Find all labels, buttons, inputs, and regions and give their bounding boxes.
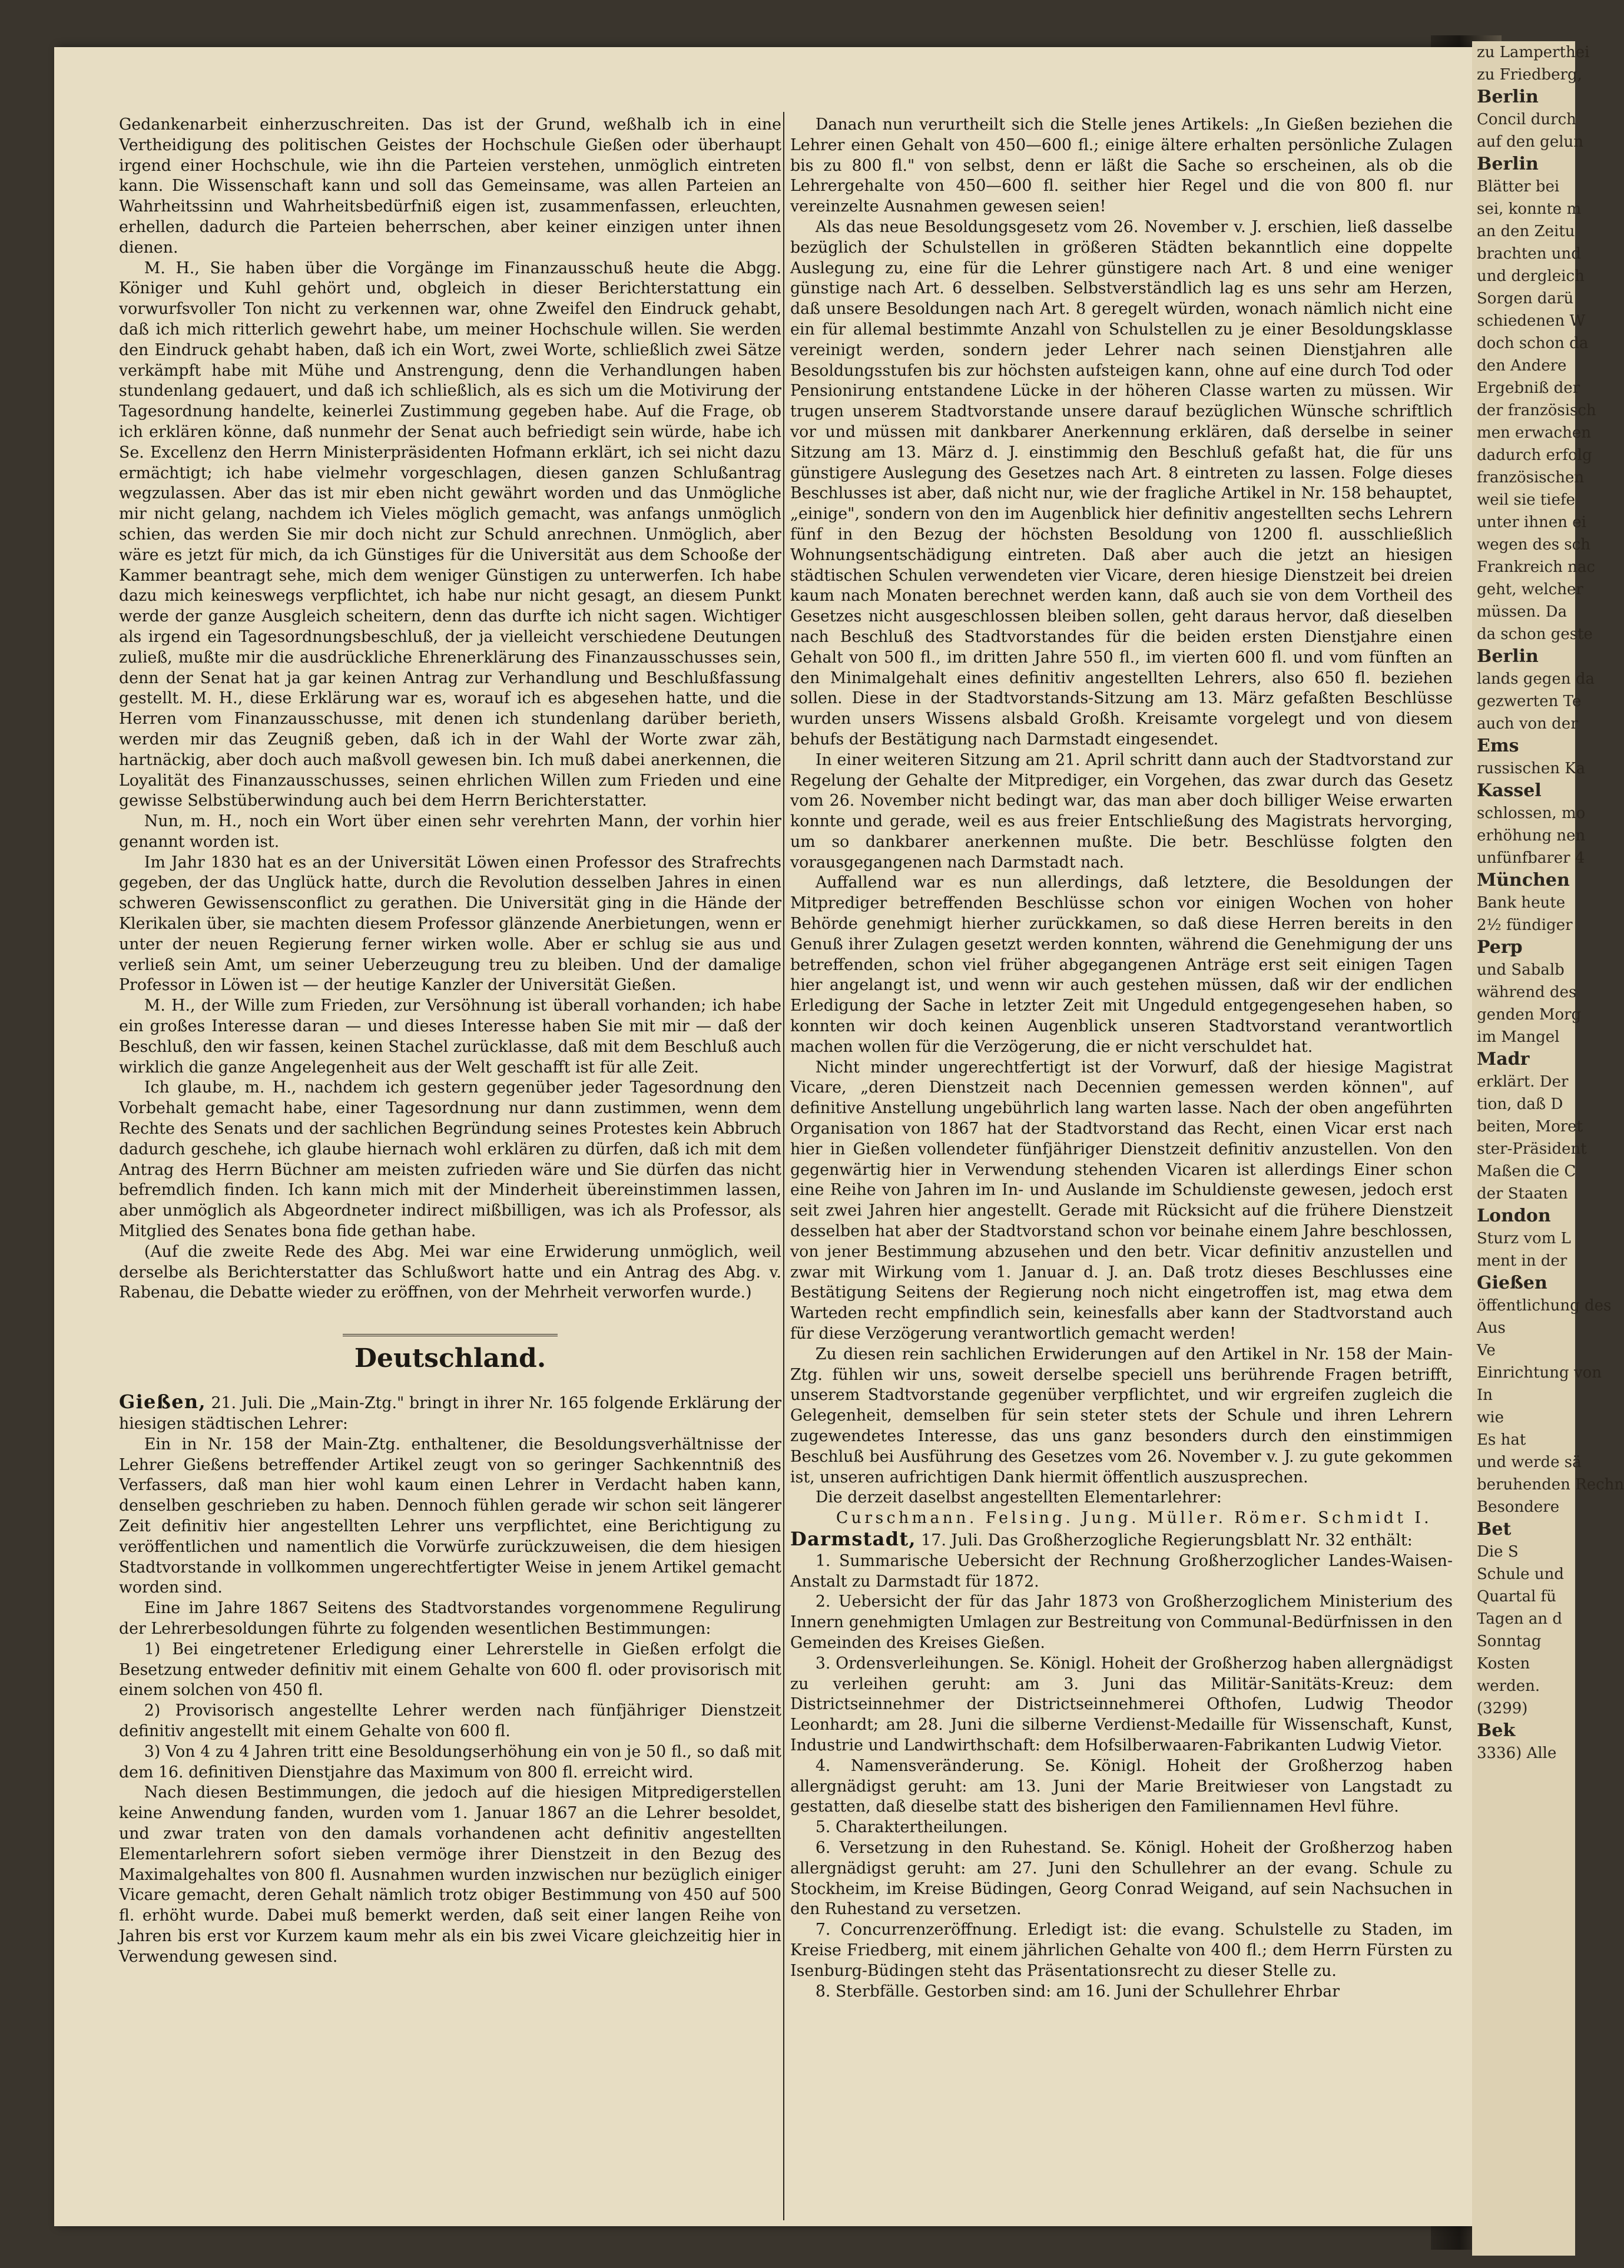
- list-item: 3. Ordensverleihungen. Se. Königl. Hoheit der Großherzog haben allergnädigst zu verleihen geruht: am 3. Juni das Militär-Sanitäts-Kreuz: dem Districtseinnehmer der Districtseinnehmerei Ofthofen, Ludwig Theodor Leonhardt; am 28. Juni die silberne Verdienst-Medaille für Wissenschaft, Kunst, Industrie und Landwirthschaft: dem Hofsilberwaaren-Fabrikanten Ludwig Vietor.: [790, 1654, 1453, 1754]
- adjacent-page-fragment: Maßen die C: [1477, 1163, 1576, 1180]
- adjacent-page-fragment: Schule und: [1477, 1565, 1564, 1583]
- adjacent-page-fragment: müssen. Da: [1477, 603, 1567, 621]
- adjacent-page-fragment: unter ihnen ei: [1477, 514, 1586, 531]
- dateline-place: Gießen,: [119, 1390, 206, 1413]
- dateline-place: Darmstadt,: [790, 1527, 916, 1550]
- adjacent-page-fragment: und Sabalb: [1477, 961, 1565, 979]
- list-item: 2) Provisorisch angestellte Lehrer werden nach fünfjähriger Dienstzeit definitiv angestellt mit einem Gehalte von 600 fl.: [119, 1701, 781, 1740]
- adjacent-page-fragment: Gießen: [1477, 1273, 1547, 1293]
- adjacent-page-fragment: erhöhung nen: [1477, 827, 1586, 845]
- paragraph: Eine im Jahre 1867 Seitens des Stadtvorstandes vorgenommene Regulirung der Lehrerbesoldungen führte zu folgenden wesentlichen Bestimmungen:: [119, 1599, 781, 1638]
- adjacent-page-fragment: tion, daß D: [1477, 1095, 1563, 1113]
- adjacent-page-fragment: dadurch erfolg: [1477, 446, 1592, 464]
- right-column: [790, 115, 1453, 2217]
- adjacent-page-fragment: Madr: [1477, 1049, 1530, 1070]
- adjacent-page-fragment: Ve: [1477, 1342, 1496, 1359]
- adjacent-page-fragment: Sonntag: [1477, 1633, 1542, 1650]
- paragraph: (Auf die zweite Rede des Abg. Mei war eine Erwiderung unmöglich, weil derselbe als Berichterstatter das Schlußwort hatte und ein Antrag des Abg. v. Rabenau, die Debatte wieder zu eröffnen, von der Mehrheit verworfen wurde.): [119, 1242, 781, 1302]
- list-item: 3) Von 4 zu 4 Jahren tritt eine Besoldungserhöhung ein von je 50 fl., so daß mit dem 16. definitiven Dienstjahre das Maximum von 800 fl. erreicht wird.: [119, 1742, 781, 1782]
- adjacent-page-fragment: ment in der: [1477, 1252, 1567, 1270]
- adjacent-page-fragment: an den Zeitu: [1477, 223, 1575, 240]
- paragraph: Als das neue Besoldungsgesetz vom 26. November v. J. erschien, ließ dasselbe bezüglich der Schulstellen in größeren Städten bekanntlich eine doppelte Auslegung zu, eine für die Lehrer günstigere nach Art. 8 und eine weniger günstige nach Art. 6 desselben. Selbstverständlich lag es uns sehr am Herzen, daß unsere Besoldungen nach Art. 8 geregelt würden, wonach nämlich nicht eine ein für allemal bestimmte Anzahl von Schulstellen zu je einer Besoldungsklasse vereinigt werden, sondern jeder Lehrer nach seinen Dienstjahren alle Besoldungsstufen bis zur höchsten aufsteigen kann, ohne auf eine durch Tod oder Pensionirung entstandene Lücke in der höheren Classe warten zu müssen. Wir trugen unserem Stadtvorstande unsere darauf bezüglichen Wünsche schriftlich vor und müssen mit dankbarer Anerkennung erklären, daß derselbe in seiner Sitzung am 13. März d. J. einstimmig den Beschluß gefaßt hat, die für uns günstigere Auslegung des Gesetzes nach Art. 8 eintreten zu lassen. Folge dieses Beschlusses ist aber, daß nicht nur, wie der fragliche Artikel in Nr. 158 behauptet, „einige", sondern von den im Augenblick hier definitiv angestellten sechs Lehrern fünf in den Bezug der höchsten Besoldung von 1200 fl. ausschließlich Wohnungsentschädigung eintreten. Daß aber auch die jetzt an hiesigen städtischen Schulen verwendeten vier Vicare, deren hiesige Dienstzeit bei dreien kaum nach Monaten berechnet werden kann, daß auch sie von dem Vortheil des Gesetzes nicht ausgeschlossen bleiben sollen, geht daraus hervor, daß dieselben nach Beschluß des Stadtvorstandes für die beiden ersten Dienstjahre einen Gehalt von 500 fl., im dritten Jahre 550 fl., im vierten 600 fl. und vom fünften an den Minimalgehalt eines definitiv angestellten Lehrers, also 650 fl. beziehen sollen. Diese in der Stadtvorstands-Sitzung am 13. März gefaßten Beschlüsse wurden unsers Wissens alsbald Großh. Kreisamte vorgelegt und von diesem behufs der Bestätigung nach Darmstadt eingesendet.: [790, 217, 1453, 749]
- adjacent-page-fragment: Einrichtung von: [1477, 1364, 1602, 1382]
- newspaper-page: [54, 47, 1485, 2226]
- adjacent-page-fragment: Perp: [1477, 937, 1523, 958]
- adjacent-page-fragment: und dergleich: [1477, 267, 1585, 285]
- adjacent-page-fragment: Es hat: [1477, 1431, 1526, 1449]
- paragraph: Danach nun verurtheilt sich die Stelle jenes Artikels: „In Gießen beziehen die Lehrer einen Gehalt von 450—600 fl.; einige ältere erhalten persönliche Zulagen bis zu 800 fl." von selbst, denn er läßt die Sache so erscheinen, als ob die Lehrergehalte von 450—600 fl. seither hier Regel und die von 800 fl. nur vereinzelte Ausnahmen gewesen seien!: [790, 115, 1453, 216]
- adjacent-page-fragment: öffentlichung des: [1477, 1297, 1612, 1315]
- list-item: 2. Uebersicht der für das Jahr 1873 von Großherzoglichem Ministerium des Innern genehmigten Umlagen zur Bestreitung von Communal-Bedürfnissen in den Gemeinden des Kreises Gießen.: [790, 1592, 1453, 1652]
- list-item: 1) Bei eingetretener Erledigung einer Lehrerstelle in Gießen erfolgt die Besetzung entweder definitiv mit einem Gehalte von 600 fl. oder provisorisch mit einem solchen von 450 fl.: [119, 1640, 781, 1700]
- paragraph: Ein in Nr. 158 der Main-Ztg. enthaltener, die Besoldungsverhältnisse der Lehrer Gießens betreffender Artikel zeugt von so geringer Sachkenntniß des Verfassers, daß man hier wohl kaum einen Lehrer in Verdacht haben kann, denselben geschrieben zu haben. Dennoch fühlen gerade wir schon seit längerer Zeit definitiv hier angestellten Lehrer uns verpflichtet, eine Berichtigung zu veröffentlichen und namentlich die Vorwürfe zurückzuweisen, die dem hiesigen Stadtvorstande in vollkommen ungerechtfertigter Weise in jenem Artikel gemacht worden sind.: [119, 1435, 781, 1597]
- adjacent-page-fragment: auf den gelun: [1477, 133, 1584, 151]
- adjacent-page-fragment: wegen des sch: [1477, 536, 1590, 554]
- signatories: Curschmann. Felsing. Jung. Müller. Römer. Schmidt I.: [836, 1509, 1433, 1528]
- adjacent-page-fragment: beiten, Moret: [1477, 1118, 1583, 1135]
- adjacent-page-fragment: erklärt. Der: [1477, 1073, 1569, 1091]
- adjacent-page-fragment: München: [1477, 870, 1570, 890]
- adjacent-page-fragment: ster-Präsident: [1477, 1140, 1587, 1158]
- adjacent-page-fragment: Tagen an d: [1477, 1610, 1563, 1628]
- section-heading: [119, 1334, 781, 1376]
- adjacent-page-fragment: wie: [1477, 1409, 1504, 1426]
- list-item: 1. Summarische Uebersicht der Rechnung Großherzoglicher Landes-Waisen-Anstalt zu Darmstadt für 1872.: [790, 1551, 1453, 1591]
- adjacent-page-fragment: (3299): [1477, 1700, 1528, 1717]
- section-title: Deutschland.: [343, 1334, 558, 1376]
- adjacent-page-fragment: Sturz vom L: [1477, 1230, 1571, 1247]
- dateline-text: 21. Juli. Die „Main-Ztg." bringt in ihrer Nr. 165 folgende Erklärung der hiesigen städtischen Lehrer:: [119, 1394, 781, 1433]
- adjacent-page-fragment: Blätter bei: [1477, 178, 1560, 196]
- adjacent-page-fragment: 2½ fündiger: [1477, 916, 1573, 934]
- adjacent-page-fragment: der französisch: [1477, 402, 1596, 419]
- adjacent-page-fragment: Frankreich nac: [1477, 558, 1595, 576]
- adjacent-page-fragment: Bank heute: [1477, 894, 1566, 912]
- list-item: 6. Versetzung in den Ruhestand. Se. Königl. Hoheit der Großherzog haben allergnädigst geruht: am 27. Juni den Schullehrer an der evang. Schule zu Stockheim, im Kreise Büdingen, Georg Conrad Weigand, auf sein Nachsuchen in den Ruhestand zu versetzen.: [790, 1838, 1453, 1919]
- list-item: 4. Namensveränderung. Se. Königl. Hoheit der Großherzog haben allergnädigst geruht: am 13. Juni der Marie Breitwieser von Langstadt zu gestatten, daß dieselbe statt des bisherigen den Familiennamen Hevl führe.: [790, 1756, 1453, 1816]
- adjacent-page-fragment: men erwachen: [1477, 424, 1592, 442]
- adjacent-page-fragment: doch schon da: [1477, 335, 1589, 352]
- adjacent-page-fragment: der Staaten: [1477, 1185, 1568, 1203]
- adjacent-page-fragment: lands gegen da: [1477, 670, 1595, 688]
- dateline-paragraph: [790, 1529, 1453, 1551]
- adjacent-page-fragment: da schon geste: [1477, 625, 1593, 643]
- paragraph: Im Jahr 1830 hat es an der Universität Löwen einen Professor des Strafrechts gegeben, der das Unglück hatte, durch die Revolution desselben Jahres in einen schweren Gewissensconflict zu gerathen. Die Universität ging in die Hände der Klerikalen über, sie machten diesem Professor glänzende Anerbietungen, wenn er unter der neuen Regierung ferner wirken wolle. Aber er schlug sie aus und verließ sein Amt, um seiner Ueberzeugung treu zu bleiben. Und der damalige Professor in Löwen ist — der heutige Kanzler der Universität Gießen.: [119, 853, 781, 995]
- paragraph: M. H., Sie haben über die Vorgänge im Finanzausschuß heute die Abgg. Königer und Kuhl gehört und, obgleich in dieser Berichterstattung ein vorwurfsvoller Ton nicht zu verkennen war, ohne Zweifel den Eindruck gehabt, daß ich mich ritterlich gewehrt habe, um meiner Hochschule willen. Sie werden den Eindruck gehabt haben, daß ich ein Wort, zwei Worte, schließlich zwei Sätze verkämpft habe mit Mühe und Anstrengung, denn die Verhandlungen haben stundenlang gedauert, und daß ich schließlich, als es sich um die Motivirung der Tagesordnung handelte, keinerlei Zustimmung gegeben habe. Auf die Frage, ob ich erklären könne, daß nunmehr der Senat auch befriedigt sein würde, habe ich Se. Excellenz den Herrn Ministerpräsidenten Hofmann erklärt, ich sei nicht dazu ermächtigt; ich habe vielmehr vorgeschlagen, diesen ganzen Schlußantrag wegzulassen. Aber das ist mir eben nicht gewährt worden und das Unmögliche mir nicht gelang, nachdem ich Vieles möglich gemacht, was anfangs unmöglich schien, das werden Sie mir doch nicht zur Schuld anrechnen. Unmöglich, aber wäre es jetzt für mich, da ich Günstiges für die Universität aus dem Schooße der Kammer beantragt sehe, mich dem weniger Günstigen zu unterwerfen. Ich habe dazu mich keineswegs verpflichtet, ich habe nur nicht gesagt, an diesem Punkt werde der ganze Ausgleich scheitern, denn das durfte ich nicht sagen. Wichtiger als irgend ein Tagesordnungsbeschluß, der ja vielleicht verschiedene Deutungen zuließ, mußte mir die ausdrückliche Ehrenerklärung des Finanzausschusses sein, denn der Senat hat ja gar keinen Antrag zur Verhandlung und Beschlußfassung gestellt. M. H., diese Erklärung war es, worauf ich es abgesehen hatte, und die Herren vom Finanzausschusse, mit denen ich stundenlang darüber berieth, werden mir das Zeugniß geben, daß ich in der Wahl der Worte zwar zäh, hartnäckig, aber doch auch maßvoll gewesen bin. Ich muß dabei anerkennen, die Loyalität des Finanzausschusses, seinen ehrlichen Willen zum Frieden und eine gewisse Selbstüberwindung auch bei dem Herrn Berichterstatter.: [119, 259, 781, 810]
- adjacent-page-fragment: Bet: [1477, 1519, 1512, 1539]
- adjacent-page-fragment: brachten und: [1477, 245, 1581, 263]
- dateline-text: 17. Juli. Das Großherzogliche Regierungsblatt Nr. 32 enthält:: [916, 1531, 1413, 1549]
- paragraph: M. H., der Wille zum Frieden, zur Versöhnung ist überall vorhanden; ich habe ein großes Interesse daran — und dieses Interesse haben Sie mit mir — daß der Beschluß, den wir fassen, keinen Stachel zurücklasse, daß mit dem Beschluß auch wirklich die ganze Angelegenheit aus der Welt geschafft ist für alle Zeit.: [119, 996, 781, 1077]
- paragraph: Die derzeit daselbst angestellten Elementarlehrer:: [815, 1488, 1222, 1507]
- column-divider: [783, 112, 784, 2220]
- adjacent-page-fragment: Concil durch: [1477, 111, 1576, 128]
- adjacent-page-fragment: und werde sä: [1477, 1453, 1582, 1471]
- adjacent-page-fragment: Berlin: [1477, 646, 1539, 667]
- paragraph: Zu diesen rein sachlichen Erwiderungen auf den Artikel in Nr. 158 der Main-Ztg. fühlen wir uns, soweit derselbe speciell uns berührende Fragen betrifft, unserem Stadtvorstande gegenüber verpflichtet, und wir ergreifen zugleich die Gelegenheit, demselben für sein steter stets der Schule und ihren Lehrern zugewendetes Interesse, das uns ganz besonders durch den einstimmigen Beschluß bei Ausführung des Gesetzes vom 26. November v. J. zu gute gekommen ist, unseren aufrichtigen Dank hiermit öffentlich auszusprechen.: [790, 1345, 1453, 1486]
- list-item: 7. Concurrenzeröffnung. Erledigt ist: die evang. Schulstelle zu Staden, im Kreise Friedberg, mit einem jährlichen Gehalte von 400 fl.; dem Herrn Fürsten zu Isenburg-Büdingen steht das Präsentationsrecht zu dieser Stelle zu.: [790, 1921, 1453, 1980]
- adjacent-page-fragment: den Andere: [1477, 357, 1567, 375]
- adjacent-page-fragment: Kosten: [1477, 1655, 1530, 1673]
- adjacent-page-fragment: zu Friedberg,: [1477, 66, 1582, 84]
- adjacent-page-fragment: unfünfbarer 4: [1477, 849, 1585, 867]
- adjacent-page-fragment: genden Morg: [1477, 1006, 1582, 1024]
- paragraph: Nach diesen Bestimmungen, die jedoch auf die hiesigen Mitpredigerstellen keine Anwendung fanden, wurden vom 1. Januar 1867 an die Lehrer besoldet, und zwar traten von den damals vorhandenen acht definitiv angestellten Elementarlehrern sofort sieben vermöge ihrer Dienstzeit in den Bezug des Maximalgehaltes von 800 fl. Ausnahmen wurden inzwischen nur bezüglich einiger Vicare gemacht, deren Gehalt nämlich trotz obiger Bestimmung von 450 auf 500 fl. erhöht wurde. Dabei muß bemerkt werden, daß seit einer langen Reihe von Jahren bis erst vor Kurzem kaum mehr als ein bis zwei Vicare gleichzeitig hier in Verwendung gewesen sind.: [119, 1783, 781, 1966]
- adjacent-page-fragment: geht, welcher: [1477, 581, 1583, 598]
- adjacent-page-fragment: gezwerten Te: [1477, 693, 1582, 710]
- adjacent-page-fragment: Ems: [1477, 736, 1519, 756]
- adjacent-page-fragment: Die S: [1477, 1543, 1519, 1561]
- adjacent-page-edge: [1472, 41, 1624, 2256]
- adjacent-page-fragment: sei, konnte m: [1477, 200, 1582, 218]
- adjacent-page-fragment: beruhenden Rechn: [1477, 1476, 1624, 1494]
- list-item: 5. Charaktertheilungen.: [815, 1818, 1008, 1837]
- adjacent-page-fragment: russischen Ka: [1477, 760, 1586, 777]
- adjacent-page-fragment: während des: [1477, 984, 1577, 1001]
- paragraph: Auffallend war es nun allerdings, daß letztere, die Besoldungen der Mitprediger betreffenden Beschlüsse schon vor einigen Wochen von hoher Behörde genehmigt hierher zurückkamen, so daß diese Herren bereits in den Genuß ihrer Zulagen gesetzt werden konnten, während die Genehmigung der uns betreffenden, schon viel früher abgegangenen Anträge erst seit einigen Tagen hier angelangt ist, und wenn wir auch gestehen müssen, daß wir der endlichen Erledigung der Sache in letzter Zeit mit Ungeduld entgegengesehen haben, so konnten wir doch keinen Augenblick unseren Stadtvorstand verantwortlich machen wollen für die Verzögerung, die er nicht verschuldet hat.: [790, 873, 1453, 1056]
- dateline-paragraph: [119, 1392, 781, 1435]
- adjacent-page-fragment: 3336) Alle: [1477, 1744, 1557, 1762]
- adjacent-page-fragment: Bek: [1477, 1720, 1516, 1741]
- adjacent-page-fragment: werden.: [1477, 1677, 1540, 1695]
- adjacent-page-fragment: In: [1477, 1386, 1493, 1404]
- adjacent-page-fragment: Quartal fü: [1477, 1588, 1556, 1605]
- adjacent-page-fragment: auch von der: [1477, 715, 1578, 733]
- adjacent-page-fragment: zu Lamperthei: [1477, 44, 1590, 61]
- adjacent-page-fragment: schlossen, mo: [1477, 804, 1586, 822]
- adjacent-page-fragment: Ergebniß der: [1477, 379, 1580, 397]
- paragraph: Nicht minder ungerechtfertigt ist der Vorwurf, daß der hiesige Magistrat Vicare, „deren Dienstzeit nach Decennien gemessen werden können", auf definitive Anstellung ungebührlich lang warten lasse. Nach der oben angeführten Organisation von 1867 hat der Stadtvorstand das Recht, einen Vicar erst nach hier in Gießen vollendeter fünfjähriger Dienstzeit definitiv anzustellen. Von den gegenwärtig hier in Verwendung stehenden Vicaren ist allerdings Einer schon eine Reihe von Jahren im In- und Auslande im Schuldienste gewesen, jedoch erst seit zwei Jahren hier angestellt. Gerade mit Rücksicht auf die frühere Dienstzeit desselben hat aber der Stadtvorstand schon vor beinahe einem Jahre beschlossen, von jener Bestimmung abzusehen und den betr. Vicar definitiv anzustellen und zwar mit Wirkung vom 1. Januar d. J. an. Daß trotz dieses Beschlusses eine Bestätigung Seitens der Regierung noch nicht eingetroffen ist, mag etwa dem Warteden recht empfindlich sein, keinesfalls aber kann der Stadtvorstand auch für diese Verzögerung verantwortlich gemacht werden!: [790, 1058, 1453, 1343]
- paragraph: Gedankenarbeit einherzuschreiten. Das ist der Grund, weßhalb ich in eine Vertheidigung des politischen Geistes der Hochschule Gießen oder überhaupt irgend einer Hochschule, wie ihn die Parteien verstehen, unmöglich eintreten kann. Die Wissenschaft kann und soll das Gemeinsame, was allen Parteien an Wahrheitssinn und Wahrheitsbedürfniß eigen ist, zusammenfassen, erleuchten, erhellen, dadurch die Parteien beherrschen, aber keiner einzigen unter ihnen dienen.: [119, 115, 781, 257]
- adjacent-page-fragment: weil sie tiefe: [1477, 491, 1576, 509]
- left-column: [119, 115, 781, 2217]
- adjacent-page-fragment: Aus: [1477, 1319, 1506, 1337]
- paragraph: In einer weiteren Sitzung am 21. April schritt dann auch der Stadtvorstand zur Regelung der Gehalte der Mitprediger, ein Vorgehen, das zwar durch das Gesetz vom 26. November nicht bedingt war, das man aber doch billiger Weise erwarten konnte und gerade, weil es aus freier Entschließung des Magistrats hervorging, um so dankbarer anerkennen mußte. Die betr. Beschlüsse folgten den vorausgegangenen nach Darmstadt nach.: [790, 750, 1453, 872]
- adjacent-page-fragment: französischen: [1477, 469, 1585, 486]
- adjacent-page-fragment: Sorgen darü: [1477, 290, 1574, 307]
- adjacent-page-fragment: Berlin: [1477, 154, 1539, 174]
- adjacent-page-fragment: schiedenen W: [1477, 312, 1586, 330]
- paragraph: Nun, m. H., noch ein Wort über einen sehr verehrten Mann, der vorhin hier genannt worden ist.: [119, 812, 781, 851]
- adjacent-page-fragment: Berlin: [1477, 87, 1539, 107]
- adjacent-page-fragment: im Mangel: [1477, 1028, 1560, 1046]
- adjacent-page-fragment: Besondere: [1477, 1498, 1560, 1516]
- adjacent-page-fragment: Kassel: [1477, 780, 1542, 801]
- paragraph: Ich glaube, m. H., nachdem ich gestern gegenüber jeder Tagesordnung den Vorbehalt gemacht habe, einer Tagesordnung nur dann zustimmen, wenn dem Rechte des Senats und der sachlichen Begründung seines Protestes kein Abbruch dadurch geschehe, ich glaube hiernach wohl erklären zu dürfen, daß ich mit dem Antrag des Herrn Büchner am meisten zufrieden wäre und Sie dürfen das nicht befremdlich finden. Ich kann mich mit der Minderheit übereinstimmen lassen, aber unmöglich als Abgeordneter indirect mißbilligen, was ich als Professor, als Mitglied des Senates bona fide gethan habe.: [119, 1078, 781, 1241]
- adjacent-page-fragment: London: [1477, 1206, 1551, 1226]
- list-item: 8. Sterbfälle. Gestorben sind: am 16. Juni der Schullehrer Ehrbar: [815, 1982, 1340, 2001]
